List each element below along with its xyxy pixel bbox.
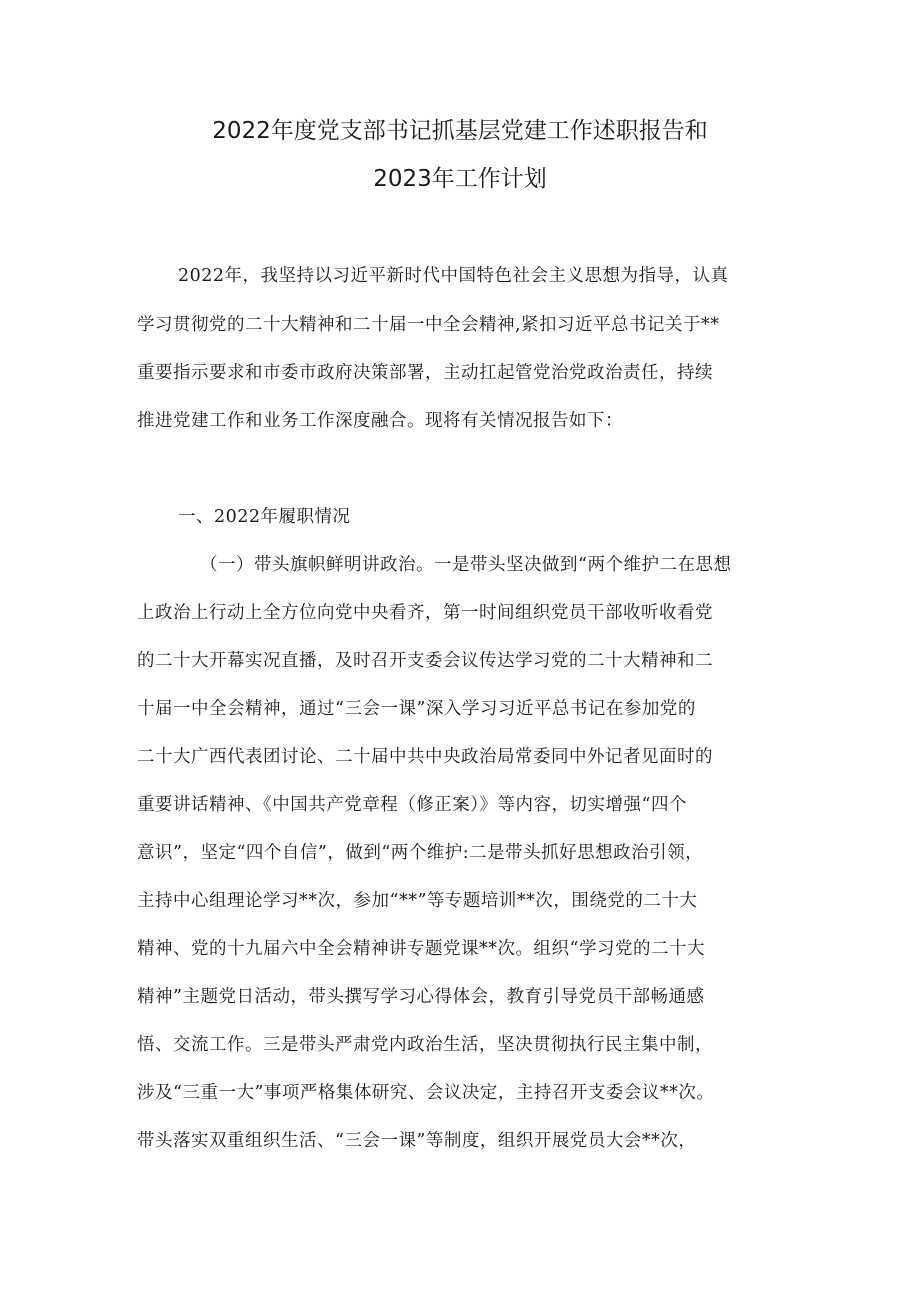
document-title-line-2: 2023年工作计划 xyxy=(373,166,547,192)
intro-line: 学习贯彻党的二十大精神和二十届一中全会精神,紧扣习近平总书记关于** xyxy=(137,315,720,335)
section-paragraph-line: 十届一中全会精神，通过“三会一课”深入学习习近平总书记在参加党的 xyxy=(137,699,696,719)
section-paragraph-line: 带头落实双重组织生活、“三会一课”等制度，组织开展党员大会**次， xyxy=(137,1131,697,1151)
section-paragraph-line: 上政治上行动上全方位向党中央看齐，第一时间组织党员干部收听收看党 xyxy=(137,603,713,623)
section-paragraph-line: 的二十大开幕实况直播，及时召开支委会议传达学习党的二十大精神和二 xyxy=(137,651,713,671)
intro-line: 重要指示要求和市委市政府决策部署，主动扛起管党治党政治责任，持续 xyxy=(137,363,713,383)
section-paragraph-line: 主持中心组理论学习**次，参加“**”等专题培训**次，围绕党的二十大 xyxy=(137,891,698,911)
document-title-line-1: 2022年度党支部书记抓基层党建工作述职报告和 xyxy=(212,118,708,144)
section-paragraph-line: 意识”，坚定“四个自信”，做到“两个维护:二是带头抓好思想政治引领， xyxy=(137,843,704,863)
section-paragraph-line: 精神、党的十九届六中全会精神讲专题党课**次。组织“学习党的二十大 xyxy=(137,939,705,959)
section-paragraph-line: （一）带头旗帜鲜明讲政治。一是带头坚决做到“两个维护二在思想 xyxy=(200,555,732,575)
section-paragraph-line: 悟、交流工作。三是带头严肃党内政治生活，坚决贯彻执行民主集中制， xyxy=(137,1035,713,1055)
intro-line: 2022年，我坚持以习近平新时代中国特色社会主义思想为指导，认真 xyxy=(178,266,729,286)
section-paragraph-line: 涉及“三重一大”事项严格集体研究、会议决定，主持召开支委会议**次。 xyxy=(137,1083,715,1103)
intro-line: 推进党建工作和业务工作深度融合。现将有关情况报告如下： xyxy=(137,411,623,431)
section-paragraph-line: 二十大广西代表团讨论、二十届中共中央政治局常委同中外记者见面时的 xyxy=(137,747,713,767)
section-paragraph-line: 精神”主题党日活动，带头撰写学习心得体会，教育引导党员干部畅通感 xyxy=(137,987,705,1007)
section-heading: 一、2022年履职情况 xyxy=(178,507,351,527)
section-paragraph-line: 重要讲话精神、《中国共产党章程（修正案）》等内容，切实增强“四个 xyxy=(137,795,687,815)
